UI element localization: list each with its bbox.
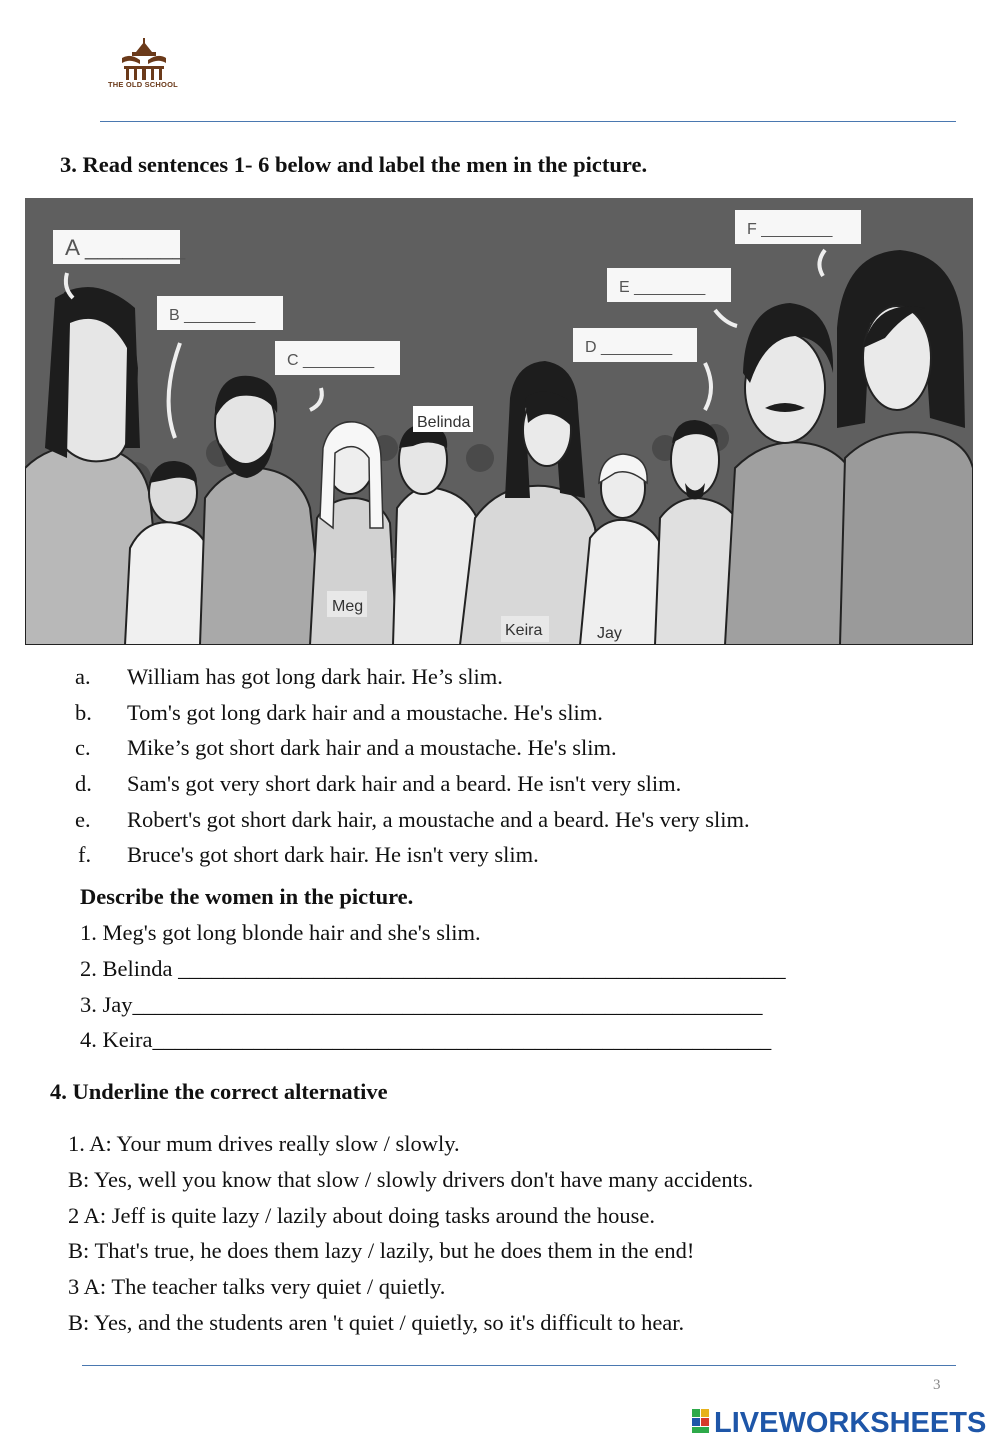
dialogue-line[interactable]: 1. A: Your mum drives really slow / slowly. [68, 1131, 460, 1156]
logo-caption: THE OLD SCHOOL [108, 80, 178, 89]
dialogue-line[interactable]: B: That's true, he does them lazy / lazily, but he does them in the end! [68, 1238, 695, 1263]
exercise-4-title: 4. Underline the correct alternative [50, 1079, 388, 1104]
svg-text:E ________: E ________ [619, 279, 706, 296]
women-heading: Describe the women in the picture. [80, 884, 414, 909]
svg-text:Keira: Keira [505, 622, 543, 639]
women-answer-belinda[interactable]: 2. Belinda ______________________________________________________ [80, 956, 786, 981]
liveworksheets-logo [690, 1403, 990, 1437]
liveworksheets-icon [692, 1409, 709, 1433]
svg-text:Meg: Meg [332, 598, 364, 615]
women-example-line: 1. Meg's got long blonde hair and she's slim. [80, 920, 481, 945]
svg-text:F ________: F ________ [747, 221, 833, 238]
svg-text:Jay: Jay [597, 625, 622, 642]
exercise-3-title: 3. Read sentences 1- 6 below and label the men in the picture. [60, 152, 648, 177]
dialogue-line[interactable]: B: Yes, and the students aren 't quiet / quietly, so it's difficult to hear. [68, 1310, 685, 1335]
page-number: 3 [933, 1377, 941, 1393]
dialogue-line[interactable]: 2 A: Jeff is quite lazy / lazily about doing tasks around the house. [68, 1203, 655, 1228]
svg-text:D ________: D ________ [585, 339, 673, 356]
svg-text:B ________: B ________ [169, 307, 256, 324]
people-illustration [25, 198, 973, 645]
figure-tom [837, 250, 973, 645]
svg-text:A ________: A ________ [65, 235, 186, 260]
svg-text:LIVEWORKSHEETS: LIVEWORKSHEETS [714, 1407, 987, 1437]
svg-text:C ________: C ________ [287, 352, 375, 369]
footer-rule [82, 1365, 956, 1366]
name-tag-keira [501, 616, 549, 642]
dialogue-line[interactable]: B: Yes, well you know that slow / slowly drivers don't have many accidents. [68, 1167, 754, 1192]
women-answer-jay[interactable]: 3. Jay________________________________________________________ [80, 992, 763, 1017]
women-answer-keira[interactable]: 4. Keira_______________________________________________________ [80, 1027, 772, 1052]
name-tag-jay [597, 625, 622, 642]
dialogue-line[interactable]: 3 A: The teacher talks very quiet / quietly. [68, 1274, 446, 1299]
svg-text:Belinda: Belinda [417, 414, 471, 431]
name-tag-belinda [417, 414, 470, 431]
name-tag-meg [327, 591, 367, 617]
header-rule [100, 121, 956, 122]
